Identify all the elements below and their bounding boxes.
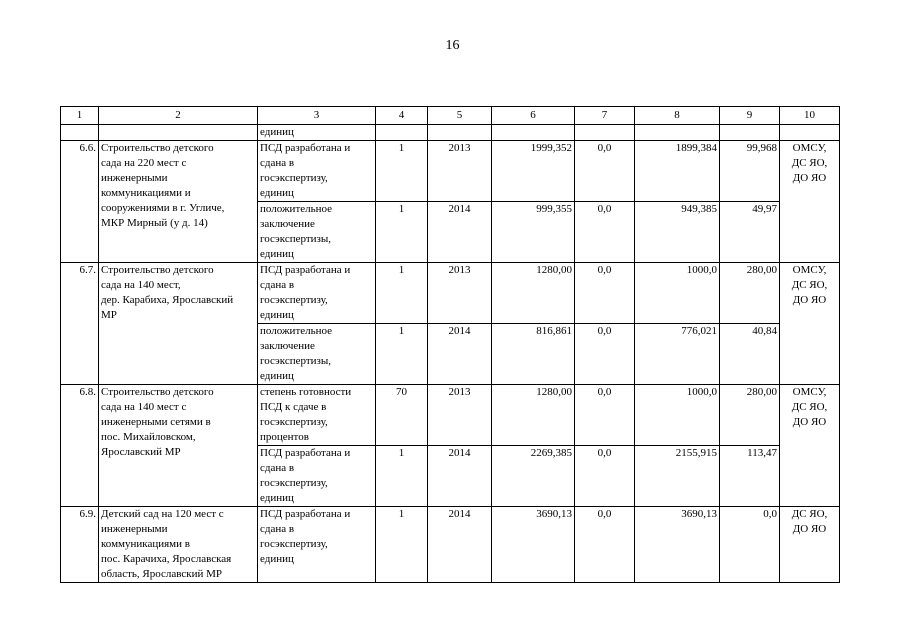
- executor-cell: ОМСУ, ДС ЯО, ДО ЯО: [780, 385, 840, 507]
- page-number: 16: [445, 38, 460, 53]
- year-cell: 2014: [428, 324, 492, 385]
- federal-cell: 0,0: [575, 446, 635, 507]
- item-number: 6.7.: [61, 263, 99, 385]
- table-cell: единиц: [258, 125, 376, 141]
- regional-cell: 3690,13: [635, 507, 720, 583]
- target-value-cell: 1: [376, 141, 428, 202]
- regional-cell: 776,021: [635, 324, 720, 385]
- header-cell: 8: [635, 107, 720, 125]
- executor-cell: ОМСУ, ДС ЯО, ДО ЯО: [780, 141, 840, 263]
- year-cell: 2014: [428, 446, 492, 507]
- local-cell: 280,00: [720, 263, 780, 324]
- total-cell: 2269,385: [492, 446, 575, 507]
- header-cell: 7: [575, 107, 635, 125]
- total-cell: 1280,00: [492, 385, 575, 446]
- item-name: Строительство детского сада на 220 мест с инженерными коммуникациями и сооружениями в г. Угличе, МКР Мирный (у д. 14): [99, 141, 258, 263]
- total-cell: 1999,352: [492, 141, 575, 202]
- header-cell: 6: [492, 107, 575, 125]
- indicator-cell: ПСД разработана и сдана в госэкспертизу, единиц: [258, 507, 376, 583]
- target-value-cell: 1: [376, 507, 428, 583]
- item-number: 6.6.: [61, 141, 99, 263]
- target-value-cell: 1: [376, 446, 428, 507]
- continuation-row: [61, 125, 840, 141]
- federal-cell: 0,0: [575, 385, 635, 446]
- federal-cell: 0,0: [575, 324, 635, 385]
- header-cell: 2: [99, 107, 258, 125]
- executor-cell: ОМСУ, ДС ЯО, ДО ЯО: [780, 263, 840, 385]
- federal-cell: 0,0: [575, 141, 635, 202]
- federal-cell: 0,0: [575, 202, 635, 263]
- indicator-cell: ПСД разработана и сдана в госэкспертизу, единиц: [258, 446, 376, 507]
- total-cell: 1280,00: [492, 263, 575, 324]
- indicator-cell: степень готовности ПСД к сдаче в госэкспертизу, процентов: [258, 385, 376, 446]
- header-cell: 10: [780, 107, 840, 125]
- table-cell: [428, 125, 492, 141]
- local-cell: 49,97: [720, 202, 780, 263]
- table-cell: [99, 125, 258, 141]
- year-cell: 2013: [428, 385, 492, 446]
- item-name: Детский сад на 120 мест с инженерными коммуникациями в пос. Карачиха, Ярославская область, Ярославский МР: [99, 507, 258, 583]
- item-number: 6.8.: [61, 385, 99, 507]
- year-cell: 2013: [428, 263, 492, 324]
- federal-cell: 0,0: [575, 263, 635, 324]
- header-cell: 4: [376, 107, 428, 125]
- header-cell: 1: [61, 107, 99, 125]
- regional-cell: 1000,0: [635, 263, 720, 324]
- indicator-cell: ПСД разработана и сдана в госэкспертизу, единиц: [258, 263, 376, 324]
- indicator-cell: положительное заключение госэкспертизы, единиц: [258, 202, 376, 263]
- total-cell: 999,355: [492, 202, 575, 263]
- target-value-cell: 1: [376, 324, 428, 385]
- header-row: [61, 107, 840, 125]
- table-cell: [575, 125, 635, 141]
- indicator-cell: положительное заключение госэкспертизы, единиц: [258, 324, 376, 385]
- table-cell: [492, 125, 575, 141]
- regional-cell: 1000,0: [635, 385, 720, 446]
- header-cell: 3: [258, 107, 376, 125]
- item-name: Строительство детского сада на 140 мест, дер. Карабиха, Ярославский МР: [99, 263, 258, 385]
- total-cell: 3690,13: [492, 507, 575, 583]
- local-cell: 40,84: [720, 324, 780, 385]
- total-cell: 816,861: [492, 324, 575, 385]
- local-cell: 113,47: [720, 446, 780, 507]
- year-cell: 2013: [428, 141, 492, 202]
- table-cell: [635, 125, 720, 141]
- header-cell: 5: [428, 107, 492, 125]
- regional-cell: 949,385: [635, 202, 720, 263]
- local-cell: 0,0: [720, 507, 780, 583]
- table-cell: [61, 125, 99, 141]
- item-number: 6.9.: [61, 507, 99, 583]
- target-value-cell: 1: [376, 202, 428, 263]
- target-value-cell: 1: [376, 263, 428, 324]
- target-value-cell: 70: [376, 385, 428, 446]
- table-row: [61, 385, 840, 446]
- table-cell: [780, 125, 840, 141]
- program-table: [60, 106, 840, 583]
- table-row: [61, 507, 840, 583]
- executor-cell: ДС ЯО, ДО ЯО: [780, 507, 840, 583]
- table-row: [61, 263, 840, 324]
- table-cell: [376, 125, 428, 141]
- indicator-cell: ПСД разработана и сдана в госэкспертизу, единиц: [258, 141, 376, 202]
- local-cell: 99,968: [720, 141, 780, 202]
- table-row: [61, 141, 840, 202]
- federal-cell: 0,0: [575, 507, 635, 583]
- regional-cell: 2155,915: [635, 446, 720, 507]
- year-cell: 2014: [428, 202, 492, 263]
- table-cell: [720, 125, 780, 141]
- local-cell: 280,00: [720, 385, 780, 446]
- header-cell: 9: [720, 107, 780, 125]
- regional-cell: 1899,384: [635, 141, 720, 202]
- item-name: Строительство детского сада на 140 мест с инженерными сетями в пос. Михайловском, Ярославский МР: [99, 385, 258, 507]
- year-cell: 2014: [428, 507, 492, 583]
